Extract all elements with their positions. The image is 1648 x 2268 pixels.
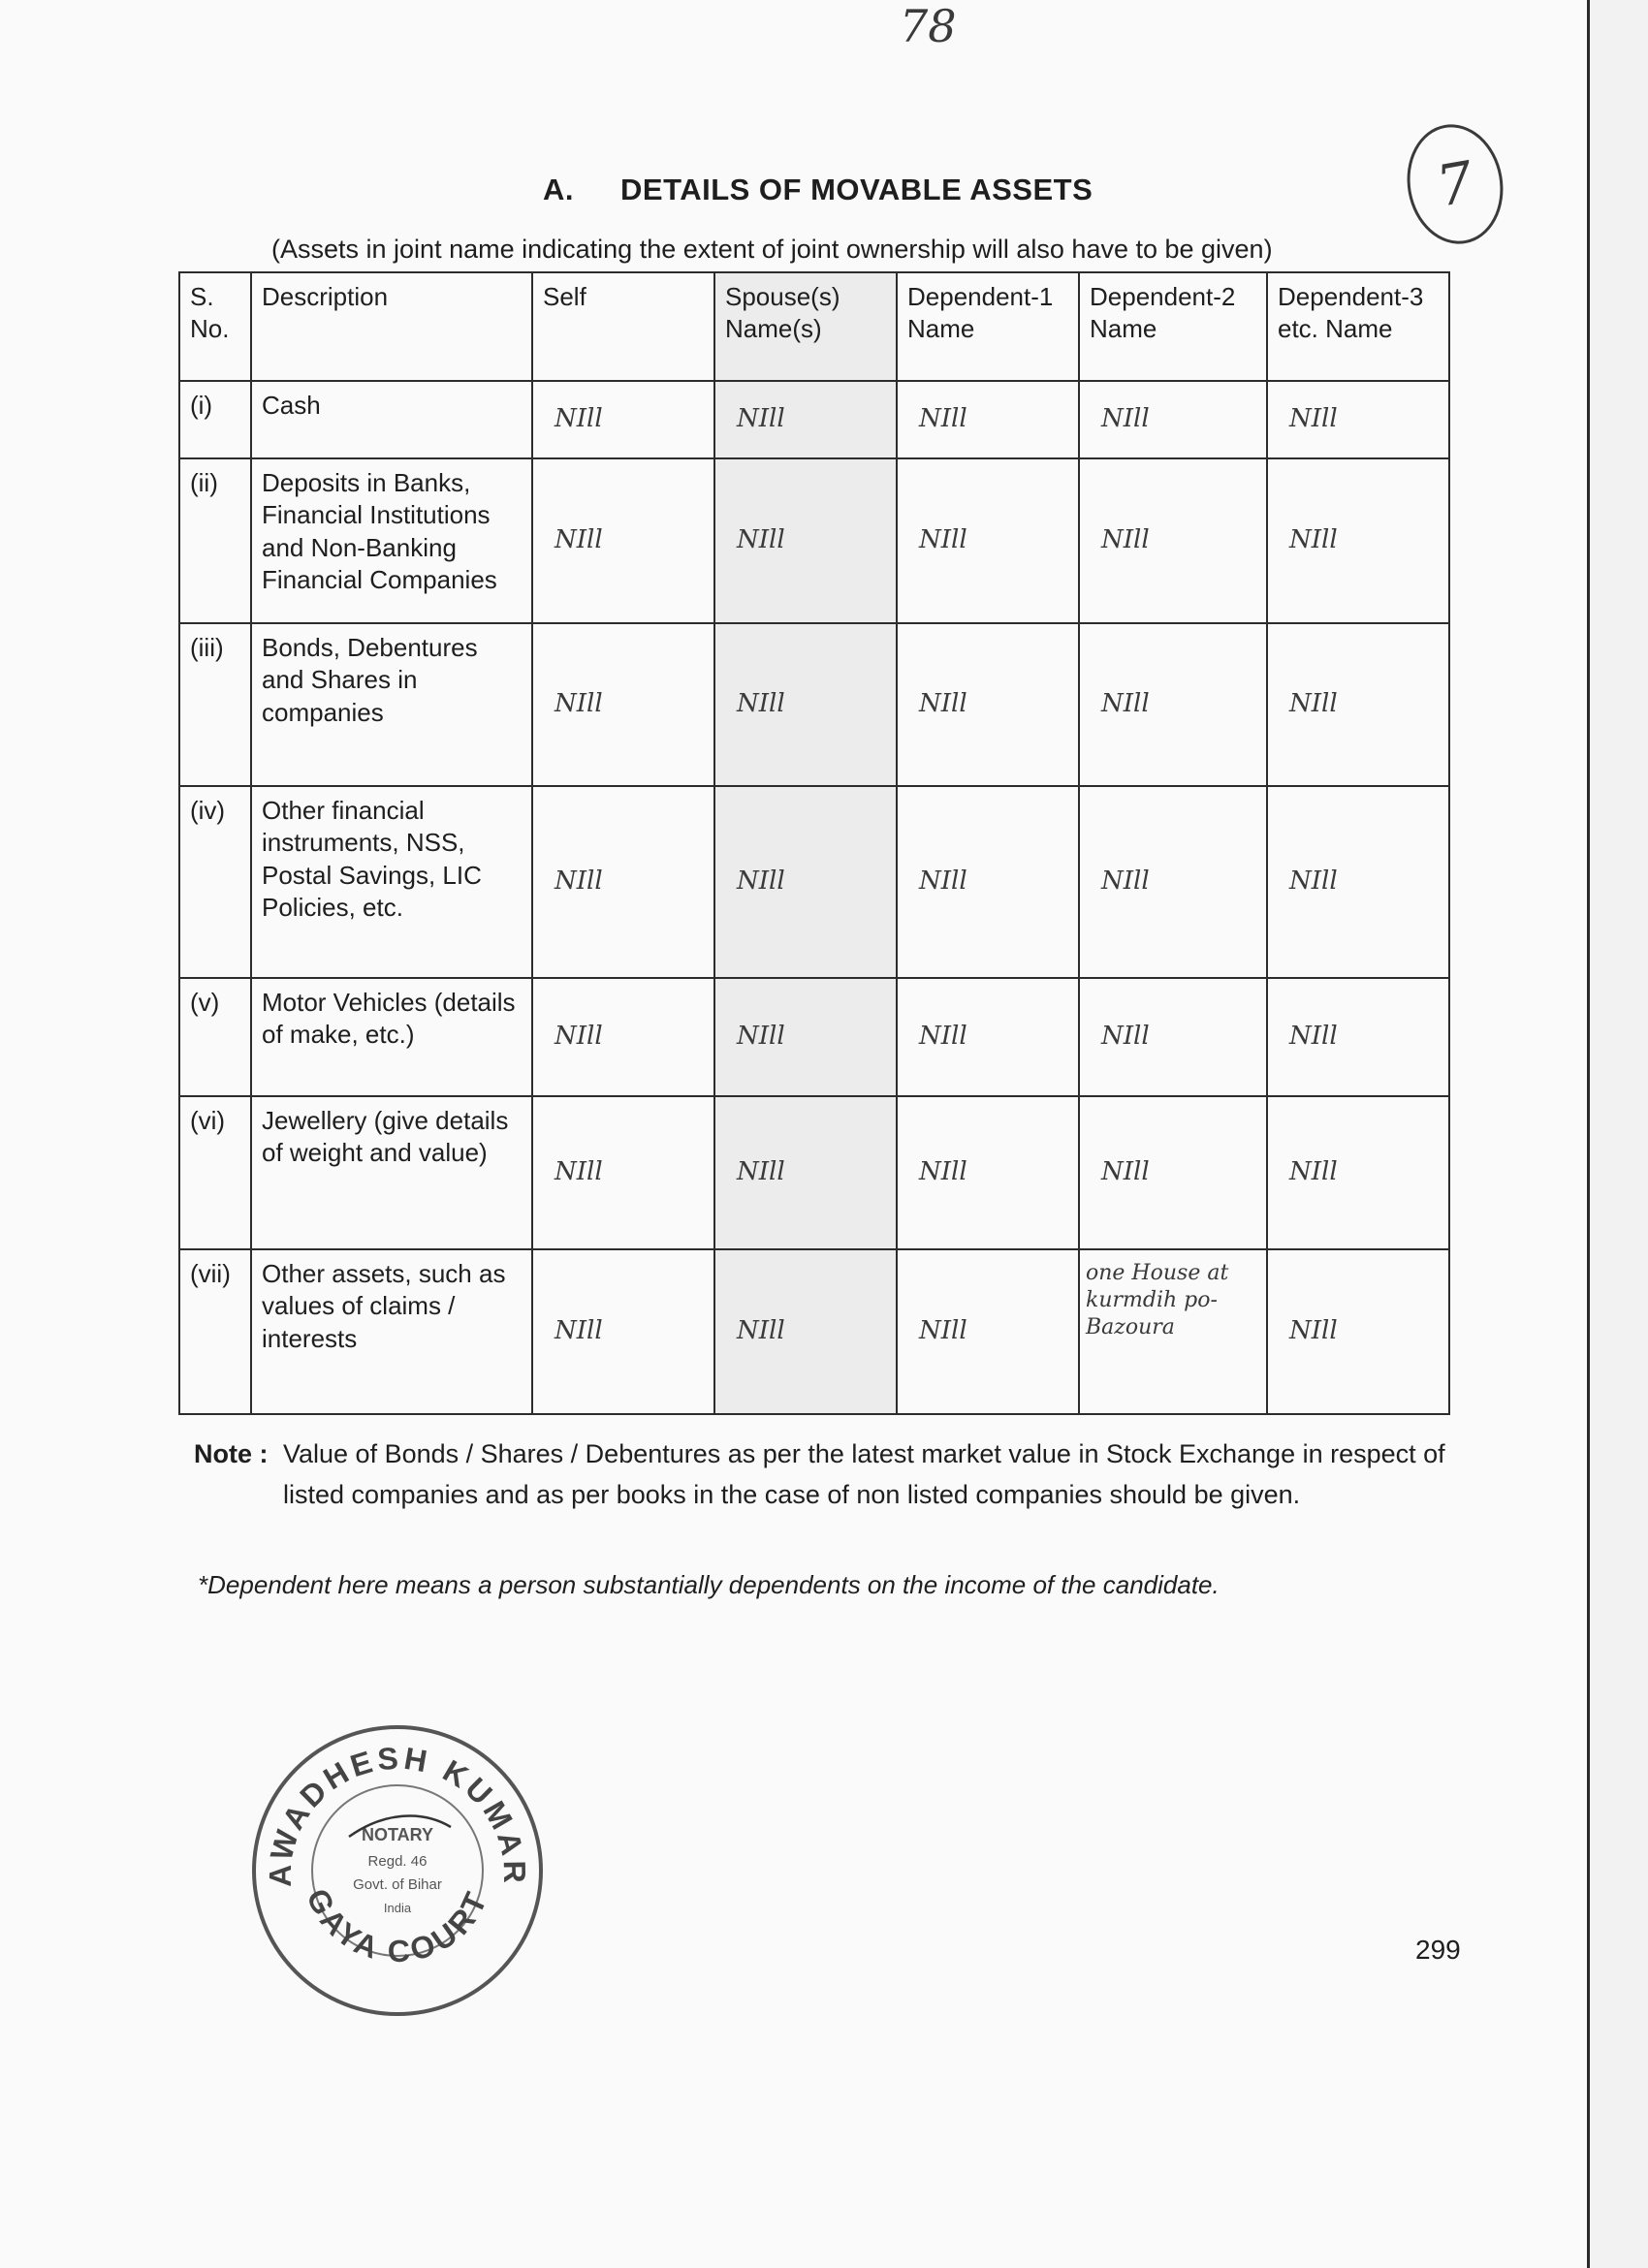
stamp-line: Govt. of Bihar [353, 1876, 442, 1893]
table-header-row [179, 272, 1449, 381]
description-cell: Cash [251, 381, 532, 458]
header-cell: Description [251, 272, 532, 381]
header-cell: Dependent-3 etc. Name [1267, 272, 1449, 381]
serial-cell: (v) [179, 978, 251, 1096]
serial-cell: (vi) [179, 1096, 251, 1249]
header-cell: Self [532, 272, 714, 381]
value-cell: NIll [897, 458, 1079, 623]
note-label: Note : [194, 1439, 269, 1468]
value-cell: one House at kurmdih po-Bazoura [1079, 1249, 1267, 1414]
value-cell: NIll [714, 978, 897, 1096]
value-cell: NIll [1267, 458, 1449, 623]
description-cell: Deposits in Banks, Financial Institutions and Non-Banking Financial Companies [251, 458, 532, 623]
note [194, 1434, 1459, 1516]
serial-cell: (iii) [179, 623, 251, 786]
page-title [543, 173, 1093, 207]
value-cell: NIll [1267, 978, 1449, 1096]
description-cell: Bonds, Debentures and Shares in companies [251, 623, 532, 786]
value-cell: NIll [897, 978, 1079, 1096]
value-cell: NIll [714, 458, 897, 623]
notary-stamp [247, 1720, 548, 2021]
value-cell: NIll [1267, 381, 1449, 458]
value-cell: NIll [897, 1096, 1079, 1249]
value-cell: NIll [532, 1096, 714, 1249]
stamp-top-arc: AWADHESH KUMAR [262, 1740, 533, 1888]
stamp-line: India [383, 1901, 412, 1915]
stamp-line: Regd. 46 [367, 1853, 428, 1870]
value-cell: NIll [897, 786, 1079, 978]
page-edge [1587, 0, 1590, 2268]
stamp-bottom-arc: GAYA COURT [300, 1882, 495, 1969]
serial-cell: (vii) [179, 1249, 251, 1414]
value-cell: NIll [714, 1249, 897, 1414]
value-cell: NIll [897, 623, 1079, 786]
value-cell: NIll [532, 978, 714, 1096]
table-row [179, 623, 1449, 786]
value-cell: NIll [714, 1096, 897, 1249]
value-cell: NIll [532, 786, 714, 978]
serial-cell: (ii) [179, 458, 251, 623]
value-cell: NIll [532, 623, 714, 786]
value-cell: NIll [1079, 623, 1267, 786]
circled-mark: 7 [1398, 116, 1512, 251]
table-row [179, 786, 1449, 978]
value-cell: NIll [1267, 1096, 1449, 1249]
header-cell: Spouse(s) Name(s) [714, 272, 897, 381]
value-cell: NIll [1267, 1249, 1449, 1414]
value-cell: NIll [897, 381, 1079, 458]
value-cell: NIll [532, 1249, 714, 1414]
serial-cell: (i) [179, 381, 251, 458]
header-cell: Dependent-2 Name [1079, 272, 1267, 381]
value-cell: NIll [714, 623, 897, 786]
value-cell: NIll [1079, 978, 1267, 1096]
value-cell: NIll [714, 381, 897, 458]
value-cell: NIll [1079, 1096, 1267, 1249]
value-cell: NIll [714, 786, 897, 978]
value-cell: NIll [532, 381, 714, 458]
description-cell: Jewellery (give details of weight and value) [251, 1096, 532, 1249]
stamp-line: NOTARY [362, 1825, 433, 1844]
description-cell: Motor Vehicles (details of make, etc.) [251, 978, 532, 1096]
title-text: DETAILS OF MOVABLE ASSETS [620, 173, 1093, 206]
assets-table [178, 271, 1450, 1415]
header-cell: Dependent-1 Name [897, 272, 1079, 381]
table-row [179, 978, 1449, 1096]
scan-margin [1590, 0, 1648, 2268]
stamp-bottom-text [300, 1883, 494, 1969]
table-row [179, 458, 1449, 623]
page-subtitle: (Assets in joint name indicating the extent of joint ownership will also have to be given) [271, 235, 1273, 264]
value-cell: NIll [1267, 786, 1449, 978]
handwritten-page-number: 78 [900, 0, 957, 52]
note-text: Value of Bonds / Shares / Debentures as per the latest market value in Stock Exchange in respect of listed companies and as per books in the case of non listed companies should be given. [283, 1439, 1445, 1509]
value-cell: NIll [532, 458, 714, 623]
value-cell: NIll [1079, 786, 1267, 978]
table-row [179, 1249, 1449, 1414]
value-cell: NIll [1079, 381, 1267, 458]
header-cell: S. No. [179, 272, 251, 381]
table-row [179, 1096, 1449, 1249]
serial-cell: (iv) [179, 786, 251, 978]
dependent-footnote: *Dependent here means a person substantially dependents on the income of the candidate. [198, 1570, 1220, 1599]
value-cell: NIll [1079, 458, 1267, 623]
value-cell: NIll [897, 1249, 1079, 1414]
title-prefix: A. [543, 173, 574, 206]
description-cell: Other financial instruments, NSS, Postal Savings, LIC Policies, etc. [251, 786, 532, 978]
table-row [179, 381, 1449, 458]
value-cell: NIll [1267, 623, 1449, 786]
page-number: 299 [1415, 1935, 1461, 1965]
description-cell: Other assets, such as values of claims / interests [251, 1249, 532, 1414]
